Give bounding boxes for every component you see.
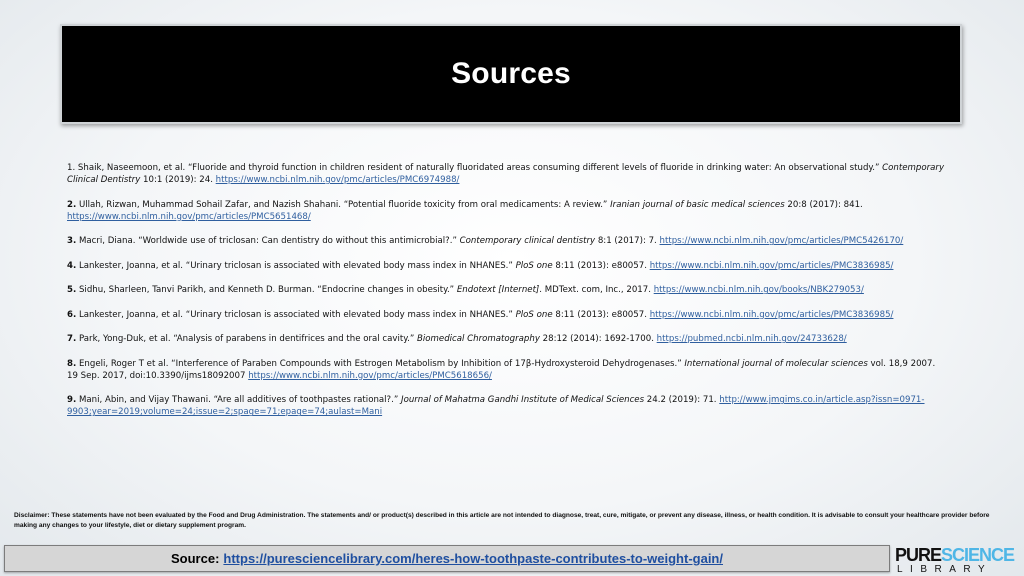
reference-number: 6. <box>67 309 77 320</box>
reference-link[interactable]: https://pubmed.ncbi.nlm.nih.gov/24733628/ <box>656 334 847 345</box>
pure-science-library-logo <box>895 545 1015 575</box>
reference-journal: Contemporary clinical dentistry <box>459 236 596 247</box>
reference-citation: Lankester, Joanna, et al. “Urinary triclosan is associated with elevated body mass index in NHANES.” <box>76 309 516 320</box>
logo-library: LIBRARY <box>897 564 993 575</box>
reference-item <box>67 260 947 272</box>
logo-wordmark <box>895 545 1015 565</box>
reference-link[interactable]: https://www.ncbi.nlm.nih.gov/books/NBK279053/ <box>653 285 864 296</box>
reference-number: 5. <box>67 285 77 296</box>
reference-number: 2. <box>67 199 77 210</box>
reference-item <box>67 309 947 321</box>
reference-item <box>67 284 947 296</box>
reference-details: 8:11 (2013): e80057. <box>552 260 650 271</box>
reference-details: 24.2 (2019): 71. <box>644 395 720 406</box>
reference-link[interactable]: https://www.ncbi.nlm.nih.gov/pmc/articles/PMC3836985/ <box>649 260 894 271</box>
disclaimer-text: Disclaimer: These statements have not been evaluated by the Food and Drug Administration. The statements and/ or product(s) described in this article are not intended to diagnose, treat, cure, mitigate, or prevent any disease, illness, or health condition. It is advisable to consult your healthcare provider before making any changes to your lifestyle, diet or dietary supplement program. <box>14 512 990 529</box>
reference-journal: International journal of molecular sciences <box>684 358 868 369</box>
reference-details: vol. 18,9 2007. 19 Sep. 2017, doi:10.3390/ijms18092007 <box>67 358 936 381</box>
reference-journal: Biomedical Chromatography <box>417 334 540 345</box>
reference-journal: PloS one <box>515 260 553 271</box>
reference-item <box>67 199 947 223</box>
reference-list <box>67 162 947 431</box>
reference-citation: Shaik, Naseemoon, et al. “Fluoride and thyroid function in children resident of naturally fluoridated areas consuming different levels of fluoride in drinking water: An observational study.” <box>75 163 883 173</box>
reference-details: 20:8 (2017): 841. <box>784 199 863 210</box>
source-bar <box>4 545 890 572</box>
reference-citation: Mani, Abin, and Vijay Thawani. “Are all additives of toothpastes rational?.” <box>76 395 402 406</box>
reference-details: 8:11 (2013): e80057. <box>552 309 650 320</box>
reference-number: 7. <box>67 334 77 345</box>
reference-details: 8:1 (2017): 7. <box>595 236 660 247</box>
title-banner <box>60 24 962 124</box>
logo-science: SCIENCE <box>941 545 1015 565</box>
reference-link[interactable]: https://www.ncbi.nlm.nih.gov/pmc/articles/PMC5426170/ <box>659 236 904 247</box>
reference-citation: Macri, Diana. “Worldwide use of triclosan: Can dentistry do without this antimicrobial?.” <box>76 236 460 247</box>
reference-journal: Contemporary Clinical Dentistry <box>67 163 945 186</box>
reference-details: 28:12 (2014): 1692-1700. <box>539 334 657 345</box>
reference-link[interactable]: http://www.jmgims.co.in/article.asp?issn=0971-9903;year=2019;volume=24;issue=2;spage=71;epage=74;aulast=Mani <box>67 395 925 418</box>
reference-journal: Endotext [Internet] <box>456 285 540 296</box>
reference-journal: PloS one <box>515 309 553 320</box>
reference-item <box>67 394 947 418</box>
reference-item <box>67 162 947 186</box>
reference-item <box>67 358 947 382</box>
reference-journal: Journal of Mahatma Gandhi Institute of Medical Sciences <box>401 395 645 406</box>
reference-number: 8. <box>67 358 77 369</box>
reference-link[interactable]: https://www.ncbi.nlm.nih.gov/pmc/articles/PMC5651468/ <box>67 211 311 222</box>
reference-details: 10:1 (2019): 24. <box>140 175 216 186</box>
reference-number: 9. <box>67 395 77 406</box>
reference-item <box>67 333 947 345</box>
reference-link[interactable]: https://www.ncbi.nlm.nih.gov/pmc/articles/PMC3836985/ <box>649 309 894 320</box>
source-link[interactable]: https://puresciencelibrary.com/heres-how-toothpaste-contributes-to-weight-gain/ <box>223 551 723 566</box>
reference-citation: Lankester, Joanna, et al. “Urinary triclosan is associated with elevated body mass index in NHANES.” <box>76 260 516 271</box>
reference-number: 3. <box>67 236 77 247</box>
reference-citation: Engeli, Roger T et al. “Interference of Paraben Compounds with Estrogen Metabolism by Inhibition of 17β-Hydroxysteroid Dehydrogenases.” <box>76 358 685 369</box>
reference-journal: Iranian journal of basic medical sciences <box>610 199 785 210</box>
reference-number: 4. <box>67 260 77 271</box>
reference-link[interactable]: https://www.ncbi.nlm.nih.gov/pmc/articles/PMC5618656/ <box>248 370 492 381</box>
reference-citation: Ullah, Rizwan, Muhammad Sohail Zafar, and Nazish Shahani. “Potential fluoride toxicity from oral medicaments: A review.” <box>76 199 611 210</box>
logo-pure: PURE <box>895 545 942 565</box>
reference-details: . MDText. com, Inc., 2017. <box>539 285 654 296</box>
reference-number: 1. <box>67 163 76 173</box>
reference-item <box>67 235 947 247</box>
reference-citation: Park, Yong-Duk, et al. “Analysis of parabens in dentifrices and the oral cavity.” <box>76 334 418 345</box>
reference-citation: Sidhu, Sharleen, Tanvi Parikh, and Kenneth D. Burman. “Endocrine changes in obesity.” <box>76 285 457 296</box>
page-title: Sources <box>451 57 571 90</box>
reference-link[interactable]: https://www.ncbi.nlm.nih.gov/pmc/articles/PMC6974988/ <box>215 175 460 186</box>
source-label: Source: <box>171 551 220 566</box>
